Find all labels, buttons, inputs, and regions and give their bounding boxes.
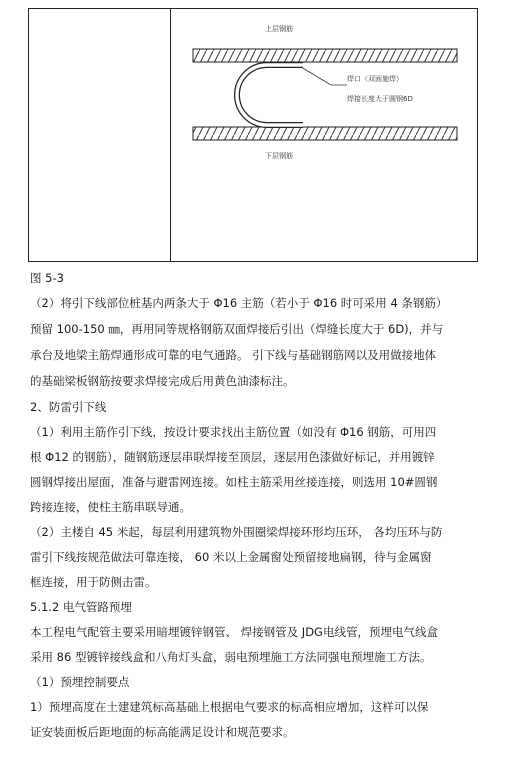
figure-table-left-cell: [29, 9, 171, 261]
paragraph-line: 证安装面板后距地面的标高能满足设计和规范要求。: [30, 725, 295, 739]
weld-annotation: 焊口（双面施焊）: [347, 75, 403, 83]
paragraph-line: 根 Φ12 的钢筋），随钢筋逐层串联焊接至顶层，逐层用色漆做好标记，并用镀锌: [30, 450, 435, 464]
lower-rebar: [193, 127, 457, 140]
upper-rebar-label: 上层钢筋: [265, 25, 293, 33]
paragraph-line: 跨接连接，使柱主筋串联导通。: [30, 500, 191, 514]
weld-length-annotation: 焊接长度大于圆钢6D: [347, 95, 413, 103]
paragraph-line: 承台及地梁主筋焊通形成可靠的电气通路。 引下线与基础钢筋网以及用做接地体: [30, 348, 437, 362]
paragraph-line: 圆钢焊接出屋面，准备与避雷网连接。如柱主筋采用丝接连接，则选用 10#圆钢: [30, 475, 438, 489]
paragraph-line: 1）预埋高度在土建建筑标高基础上根据电气要求的标高相应增加，这样可以保: [30, 700, 429, 714]
paragraph-line: （1）预埋控制要点: [30, 675, 130, 689]
figure-table: [28, 8, 478, 262]
figure-caption: 图 5-3: [30, 271, 64, 285]
paragraph-line: 采用 86 型镀锌接线盒和八角灯头盒，弱电预埋施工方法同强电预埋施工方法。: [30, 650, 432, 664]
upper-rebar: [193, 49, 457, 62]
annotation-leader: [301, 67, 347, 85]
paragraph-line: 预留 100-150 ㎜，再用同等规格钢筋双面焊接后引出（焊缝长度大于 6D)，并与: [30, 322, 444, 336]
paragraph-line: （2）将引下线部位桩基内两条大于 Φ16 主筋（若小于 Φ16 时可采用 4 条钢筋）: [30, 296, 448, 310]
section-heading: 2、防雷引下线: [30, 400, 107, 414]
paragraph-line: （1）利用主筋作引下线，按设计要求找出主筋位置（如没有 Φ16 钢筋，可用四: [30, 425, 437, 439]
paragraph-line: 的基础梁板钢筋按要求焊接完成后用黄色油漆标注。: [30, 374, 295, 388]
paragraph-line: 框连接，用于防侧击雷。: [30, 575, 157, 589]
paragraph-line: （2）主楼自 45 米起，每层利用建筑物外围圈梁焊接环形均压环， 各均压环与防: [30, 525, 443, 539]
rebar-weld-diagram: [171, 9, 477, 261]
paragraph-line: 雷引下线按规范做法可靠连接， 60 米以上金属窗处预留接地扁钢，待与金属窗: [30, 550, 432, 564]
lower-rebar-label: 下层钢筋: [265, 152, 293, 160]
paragraph-line: 本工程电气配管主要采用暗埋镀锌钢管、 焊接钢管及 JDG电线管，预埋电气线盒: [30, 625, 438, 639]
section-heading: 5.1.2 电气管路预埋: [30, 600, 132, 614]
figure-table-right-cell: [171, 9, 477, 261]
